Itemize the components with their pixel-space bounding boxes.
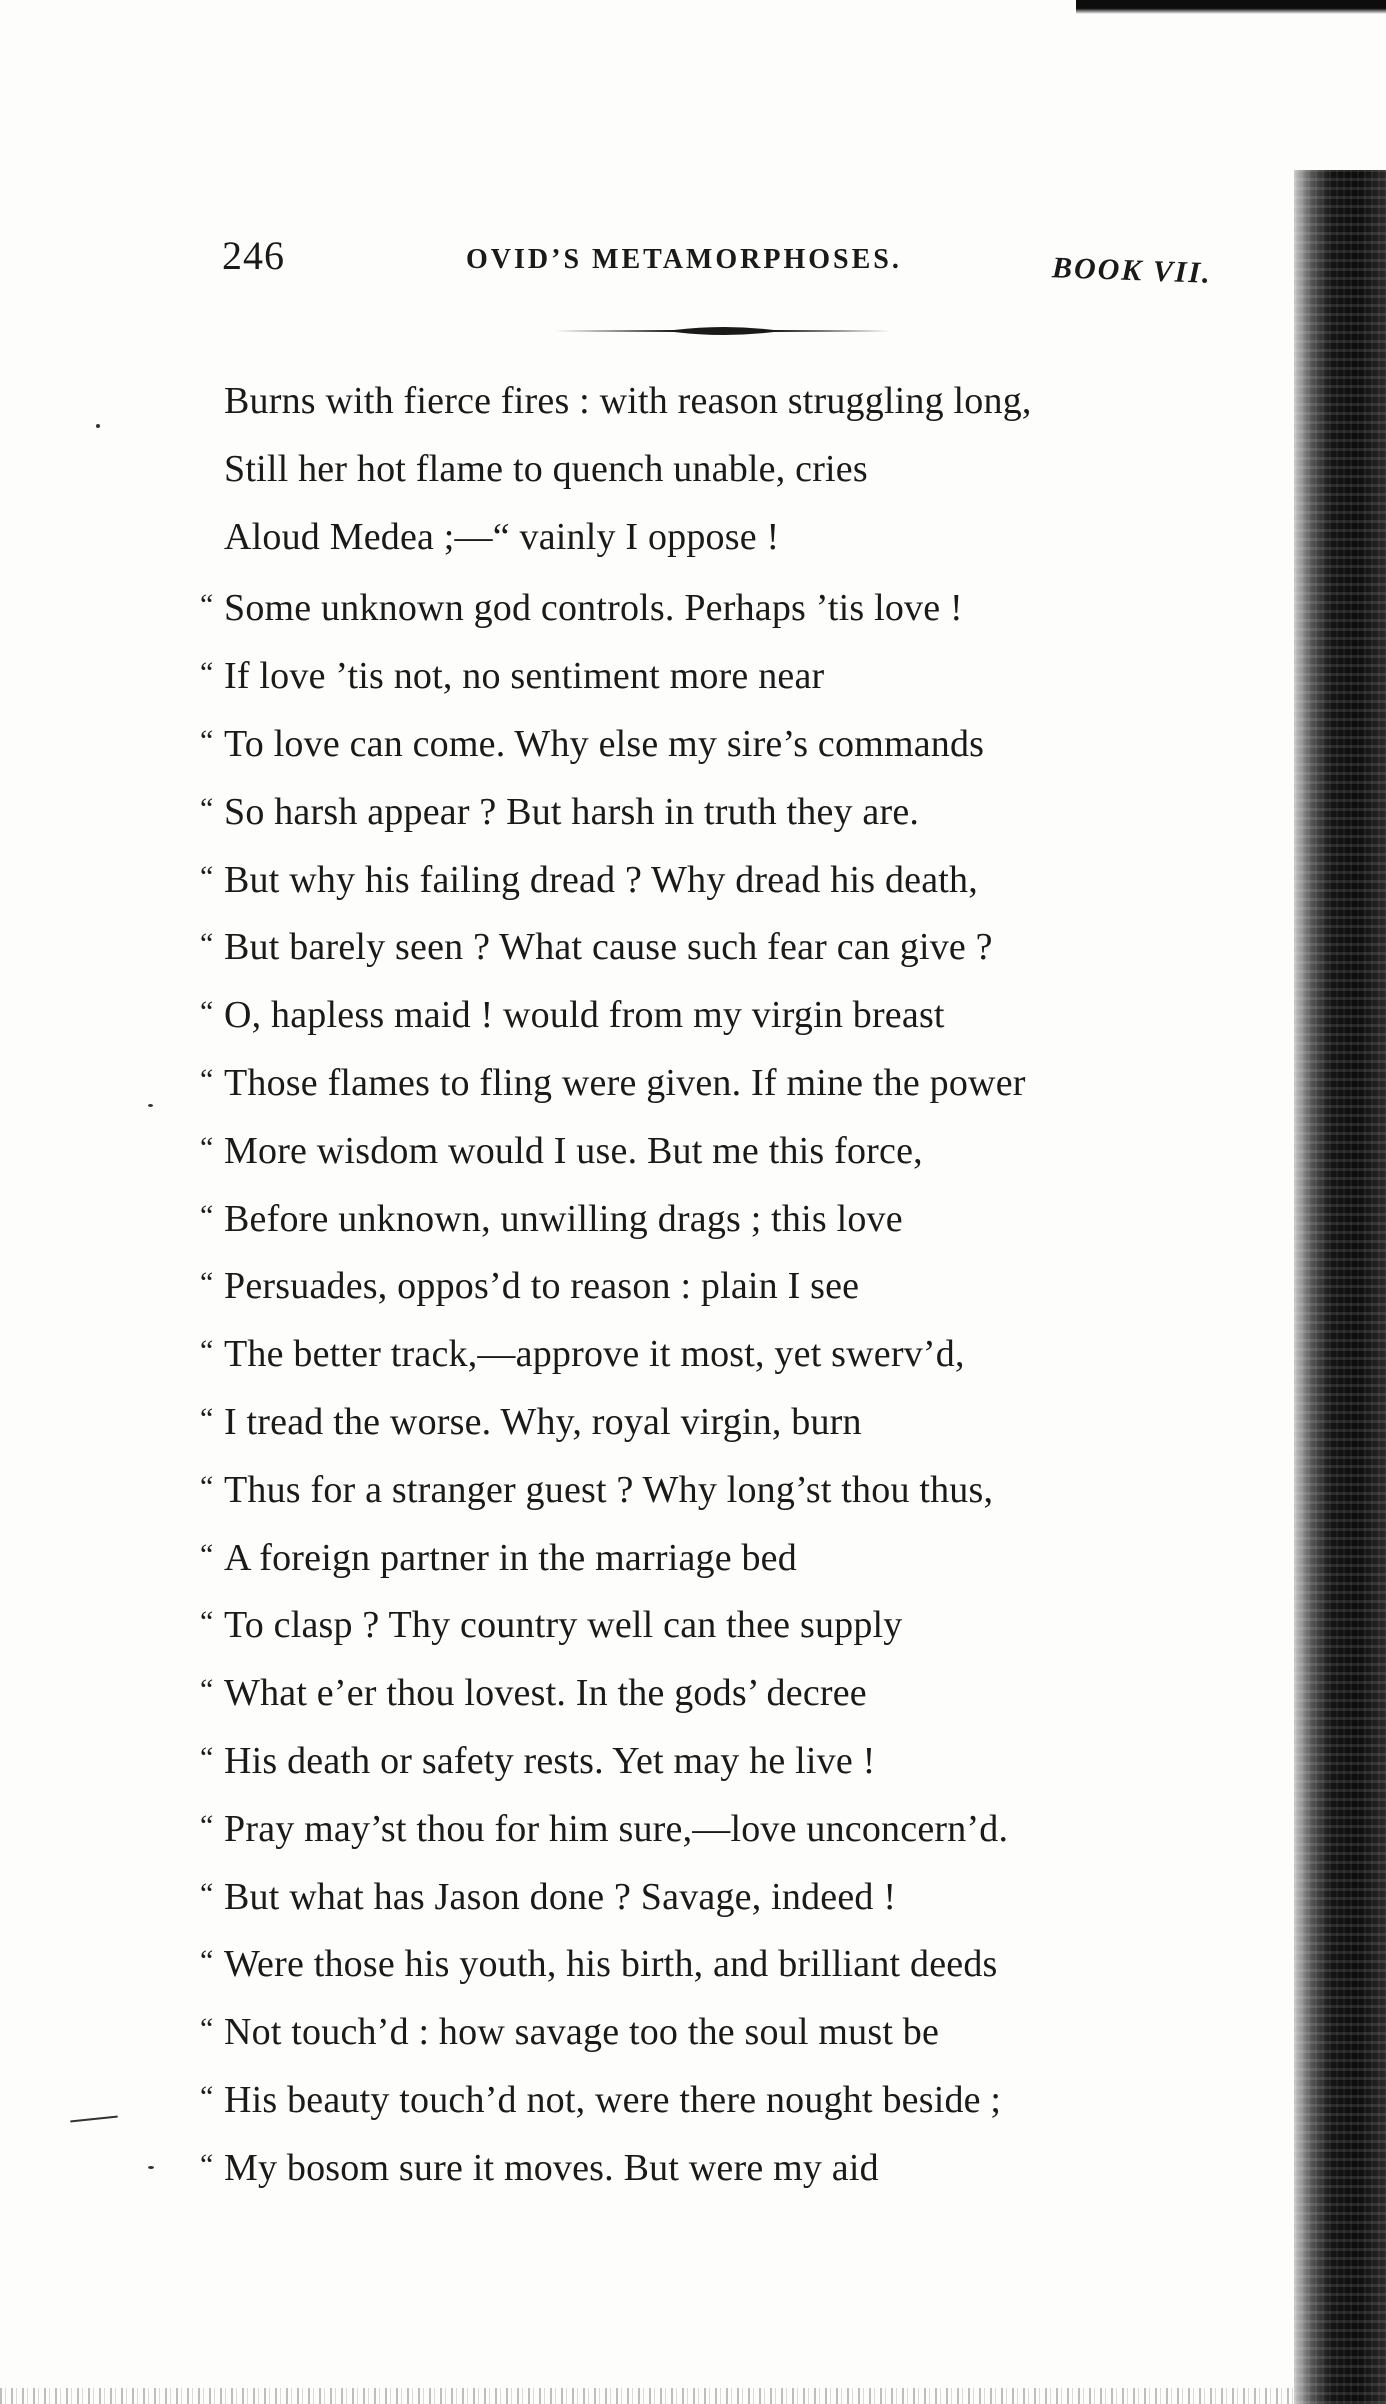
poem-line	[200, 978, 1230, 1046]
poem-line-text: Thus for a stranger guest ? Why long’st thou thus,	[224, 1468, 994, 1511]
quote-mark: “	[200, 1401, 214, 1435]
poem-line-text: Aloud Medea ;—“ vainly I oppose !	[224, 515, 780, 558]
poem-line	[200, 639, 1230, 707]
poem-line	[200, 1927, 1230, 1995]
poem-line	[200, 504, 1230, 572]
quote-mark: “	[200, 791, 214, 825]
poem-line	[200, 1521, 1230, 1589]
quote-mark: “	[200, 723, 214, 757]
poem-line	[200, 775, 1230, 843]
quote-mark: “	[200, 2012, 214, 2046]
poem-line-text: But what has Jason done ? Savage, indeed !	[224, 1875, 897, 1918]
poem-line	[200, 1317, 1230, 1385]
poem-line-text: His beauty touch’d not, were there nought beside ;	[224, 2078, 1002, 2121]
poem-line	[200, 1453, 1230, 1521]
quote-mark: “	[200, 1334, 214, 1368]
poem-line	[200, 571, 1230, 639]
poem-line	[200, 2063, 1230, 2131]
page-number: 246	[222, 233, 285, 278]
poem-line-text: My bosom sure it moves. But were my aid	[224, 2146, 879, 2189]
quote-mark: “	[200, 995, 214, 1029]
quote-mark: “	[200, 1605, 214, 1639]
quote-mark: “	[200, 2079, 214, 2113]
scan-speck	[70, 2115, 118, 2122]
poem-line-text: If love ’tis not, no sentiment more near	[224, 655, 825, 698]
quote-mark: “	[200, 1469, 214, 1503]
quote-mark: “	[200, 1740, 214, 1774]
quote-mark: “	[200, 1876, 214, 1910]
poem-line-text: I tread the worse. Why, royal virgin, burn	[224, 1400, 862, 1443]
scan-edge-bottom	[0, 2388, 1294, 2404]
poem-line-text: Not touch’d : how savage too the soul must be	[224, 2011, 940, 2054]
poem-line-text: Some unknown god controls. Perhaps ’tis love !	[224, 587, 963, 630]
scan-speck	[96, 424, 100, 428]
book-label: BOOK VII.	[1051, 251, 1213, 290]
poem-line-text: Before unknown, unwilling drags ; this love	[224, 1197, 903, 1240]
poem-line-text: Still her hot flame to quench unable, cries	[224, 447, 868, 490]
poem-line	[200, 368, 1230, 436]
poem-line	[200, 1995, 1230, 2063]
poem-line-text: Pray may’st thou for him sure,—love unconcern’d.	[224, 1807, 1009, 1850]
poem-line	[200, 2131, 1230, 2199]
poem-line	[200, 1724, 1230, 1792]
poem-line-text: Burns with fierce fires : with reason struggling long,	[224, 380, 1032, 422]
poem-line-text: So harsh appear ? But harsh in truth they are.	[224, 790, 920, 833]
poem-line	[200, 707, 1230, 775]
scan-speck	[148, 2166, 154, 2169]
poem-text	[200, 368, 1230, 2199]
poem-line	[200, 1114, 1230, 1182]
poem-line	[200, 1385, 1230, 1453]
quote-mark: “	[200, 1266, 214, 1300]
poem-line	[200, 843, 1230, 911]
quote-mark: “	[200, 1673, 214, 1707]
poem-line-text: O, hapless maid ! would from my virgin breast	[224, 994, 945, 1037]
scan-shadow-top	[1076, 0, 1386, 14]
poem-line	[200, 1656, 1230, 1724]
poem-line-text: A foreign partner in the marriage bed	[224, 1536, 797, 1579]
poem-line	[200, 1588, 1230, 1656]
poem-line	[200, 1792, 1230, 1860]
poem-line-text: Persuades, oppos’d to reason : plain I see	[224, 1265, 860, 1308]
quote-mark: “	[200, 1130, 214, 1164]
quote-mark: “	[200, 588, 214, 622]
poem-line	[200, 1860, 1230, 1928]
quote-mark: “	[200, 656, 214, 690]
quote-mark: “	[200, 1062, 214, 1096]
quote-mark: “	[200, 1198, 214, 1232]
poem-line	[200, 910, 1230, 978]
quote-mark: “	[200, 859, 214, 893]
poem-line-text: The better track,—approve it most, yet swerv’d,	[224, 1333, 965, 1376]
quote-mark: “	[200, 2147, 214, 2181]
quote-mark: “	[200, 1944, 214, 1978]
poem-line-text: Those flames to fling were given. If mine the power	[224, 1061, 1026, 1104]
poem-line-text: To clasp ? Thy country well can thee supply	[224, 1604, 903, 1647]
poem-line-text: His death or safety rests. Yet may he live !	[224, 1739, 876, 1782]
poem-line	[200, 1046, 1230, 1114]
running-title: OVID’S METAMORPHOSES.	[466, 244, 902, 275]
poem-line-text: To love can come. Why else my sire’s commands	[224, 722, 985, 765]
poem-line-text: But barely seen ? What cause such fear can give ?	[224, 926, 993, 969]
header-rule-ornament	[554, 324, 894, 338]
poem-line-text: More wisdom would I use. But me this force,	[224, 1129, 923, 1172]
scan-speck	[148, 1104, 153, 1107]
quote-mark: “	[200, 927, 214, 961]
quote-mark: “	[200, 1537, 214, 1571]
poem-line-text: But why his failing dread ? Why dread his death,	[224, 858, 978, 901]
poem-line	[200, 436, 1230, 504]
poem-line-text: What e’er thou lovest. In the gods’ decree	[224, 1672, 867, 1715]
poem-line-text: Were those his youth, his birth, and brilliant deeds	[224, 1943, 998, 1986]
page-header	[0, 232, 1300, 292]
poem-line	[200, 1249, 1230, 1317]
page-binding-edge	[1294, 170, 1386, 2404]
poem-line	[200, 1182, 1230, 1250]
quote-mark: “	[200, 1808, 214, 1842]
